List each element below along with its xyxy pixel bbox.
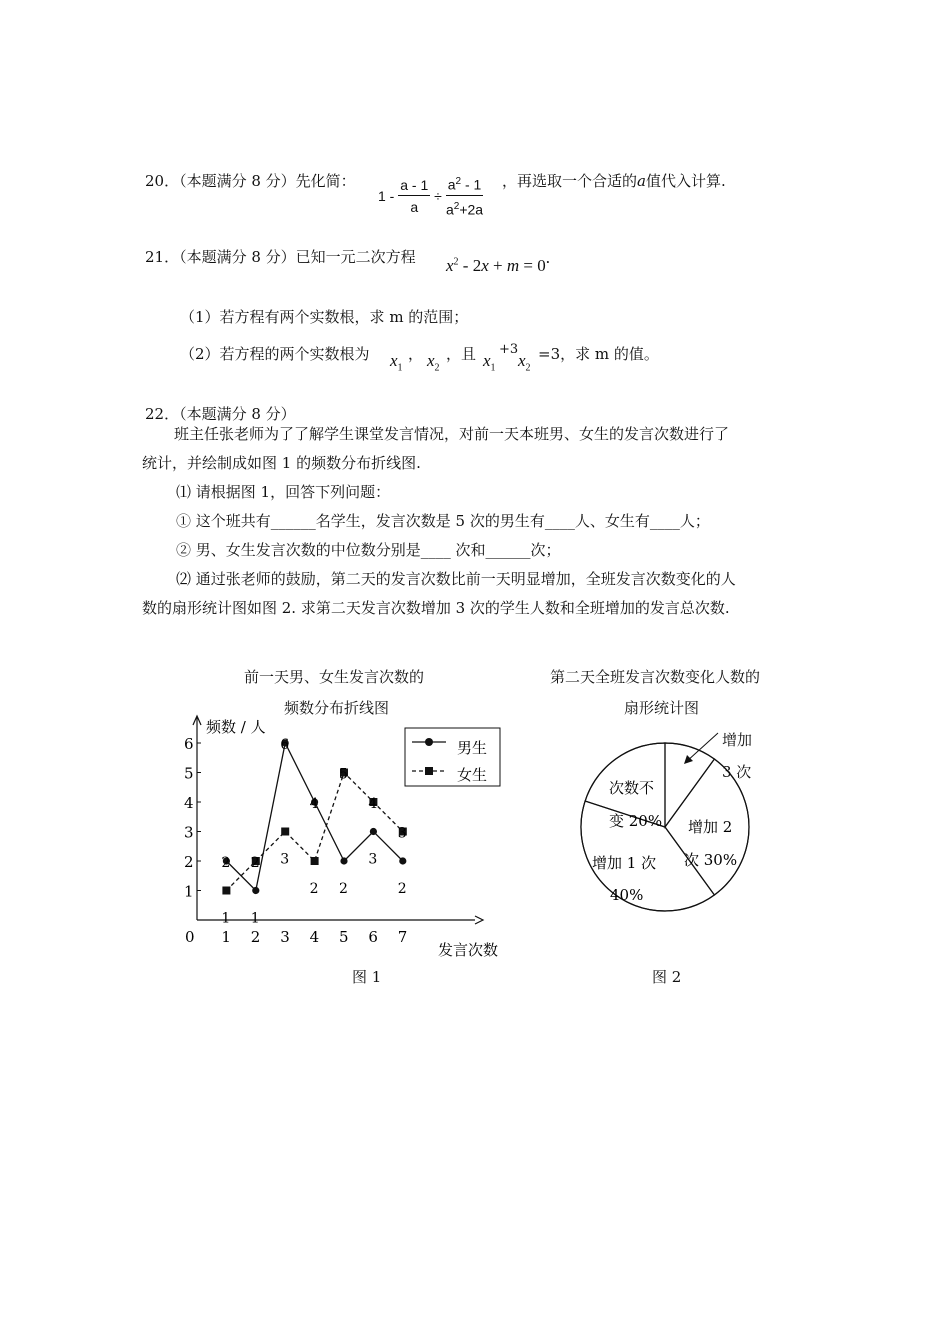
legend-girls: 女生 <box>457 766 488 784</box>
q21-heading: （本题满分 8 分）已知一元二次方程 <box>179 248 416 266</box>
y-tick-label: 2 <box>184 853 194 871</box>
y-tick-label: 3 <box>184 823 194 842</box>
x-axis-arrow-icon <box>475 916 483 924</box>
q20-fraction-2 <box>446 172 484 220</box>
fig1-title-2: 频数分布折线图 <box>284 699 390 717</box>
q22-part-2a: ⑵ 通过张老师的鼓励，第二天的发言次数比前一天明显增加，全班发言次数变化的人 <box>176 570 736 588</box>
boys-data-label: 2 <box>397 881 407 897</box>
boys-point <box>252 887 259 894</box>
q21 <box>145 246 416 267</box>
q20-f2-numerator: $a^2 - 1$ <box>446 172 484 196</box>
fig2-label-same-1: 次数不 <box>609 779 655 797</box>
q22-body <box>142 420 812 623</box>
x-tick-label: 7 <box>397 928 408 946</box>
fig1-ylabel: 频数 / 人 <box>206 718 266 736</box>
fig1-caption: 图 1 <box>352 968 382 986</box>
boys-data-label: 2 <box>221 855 231 871</box>
q21-and: ，且 <box>446 345 477 363</box>
q22-intro-2: 统计，并绘制成如图 1 的频数分布折线图. <box>142 454 421 472</box>
boys-data-label: 3 <box>368 851 378 868</box>
y-tick-label: 5 <box>184 764 194 783</box>
fig2-label-add1-2: 40% <box>610 886 644 904</box>
q20-heading: （本题满分 8 分）先化简： <box>179 172 356 190</box>
boys-point <box>370 828 377 835</box>
y-tick-label: 1 <box>184 882 194 901</box>
fig2-label-add3-1: 增加 <box>722 731 753 749</box>
q21-plus3: +3 <box>499 342 519 357</box>
q21-x1b: $x_1$ <box>483 351 496 374</box>
fig1-xlabel: 发言次数 <box>438 941 499 959</box>
q22-heading: 22．（本题满分 8 分） <box>145 405 296 423</box>
boys-data-label: 4 <box>309 796 319 812</box>
q20-one-minus: 1 - <box>378 188 395 205</box>
q20 <box>145 170 356 191</box>
fig1-legend <box>405 728 500 786</box>
y-tick-label: 4 <box>184 794 194 812</box>
fig1-series <box>221 737 406 927</box>
fig2-pie-chart <box>570 722 770 922</box>
q20-f1-denominator: a <box>410 198 419 215</box>
girls-point <box>311 857 319 865</box>
q22-intro-1: 班主任张老师为了了解学生课堂发言情况，对前一天本班男、女生的发言次数进行了 <box>174 425 730 443</box>
fig2-title-1: 第二天全班发言次数变化人数的 <box>550 668 761 686</box>
q21-comma: ， <box>408 345 424 363</box>
y-tick-label: 6 <box>184 735 194 753</box>
fig2-label-add2-1: 增加 2 <box>688 818 733 836</box>
q22-part-1: ⑴ 请根据图 1，回答下列问题： <box>176 483 391 501</box>
q21-equation: $x^2 - 2x + m = 0$. <box>446 248 550 275</box>
x-tick-label: 3 <box>280 928 290 946</box>
x-tick-label: 4 <box>309 928 320 946</box>
girls-data-label: 4 <box>368 796 378 812</box>
q20-fraction-1 <box>398 175 430 218</box>
x-tick-label: 5 <box>339 928 349 946</box>
boys-data-label: 6 <box>280 737 290 753</box>
fig2-label-add1-1: 增加 1 次 <box>592 854 657 872</box>
fig1-ticks <box>184 735 407 946</box>
x-tick-label: 6 <box>368 928 378 946</box>
fig1-origin: 0 <box>185 928 195 946</box>
boys-data-label: 1 <box>250 910 260 927</box>
q21-tail: =3，求 m 的值。 <box>538 345 659 363</box>
girls-data-label: 5 <box>339 766 348 783</box>
q22-part-2b: 数的扇形统计图如图 2. 求第二天发言次数增加 3 次的学生人数和全班增加的发言总次数. <box>142 599 730 617</box>
fig2-label-add3-2: 3 次 <box>722 763 752 781</box>
girls-data-label: 2 <box>250 855 260 871</box>
q21-part-2: （2）若方程的两个实数根为 <box>180 345 370 363</box>
q21-x2b: $x_2$ <box>518 351 531 374</box>
q20-f1-numerator: a - 1 <box>398 175 430 196</box>
q22-sub-2: ② 男、女生发言次数的中位数分别是____ 次和______次； <box>176 541 561 559</box>
girls-data-label: 3 <box>397 825 407 842</box>
fig2-title-2: 扇形统计图 <box>624 699 700 717</box>
q20-number: 20． <box>145 172 180 190</box>
q20-divide: ÷ <box>434 188 442 205</box>
q20-tail: ，再选取一个合适的a值代入计算. <box>502 172 726 190</box>
girls-data-label: 3 <box>280 851 290 868</box>
legend-boys: 男生 <box>457 739 488 757</box>
fig2-caption: 图 2 <box>652 968 682 986</box>
legend-circle-icon <box>425 738 433 746</box>
fig2-label-same-2: 变 20% <box>609 812 663 830</box>
fig2-label-add2-2: 次 30% <box>684 851 738 869</box>
legend-square-icon <box>425 767 433 775</box>
girls-point <box>281 828 289 836</box>
x-tick-label: 1 <box>221 928 231 946</box>
q22-sub-1: ① 这个班共有______名学生，发言次数是 5 次的男生有____人、女生有____人； <box>176 512 710 530</box>
fig1-title-1: 前一天男、女生发言次数的 <box>244 668 425 686</box>
q20-f2-denominator: $a^2+2a$ <box>445 200 484 218</box>
boys-point <box>340 857 347 864</box>
girls-data-label: 1 <box>221 910 231 927</box>
q21-number: 21． <box>145 248 180 266</box>
x-tick-label: 2 <box>250 928 261 946</box>
boys-data-label: 2 <box>339 881 348 897</box>
q20-expression <box>378 172 483 220</box>
fig1-line-chart <box>170 705 520 970</box>
q21-x2: $x_2$ <box>427 351 440 374</box>
q21-part-1: （1）若方程有两个实数根，求 m 的范围； <box>180 308 469 326</box>
girls-data-label: 2 <box>309 881 319 897</box>
q21-x1: $x_1$ <box>390 351 403 374</box>
girls-point <box>222 887 230 895</box>
boys-point <box>399 857 406 864</box>
